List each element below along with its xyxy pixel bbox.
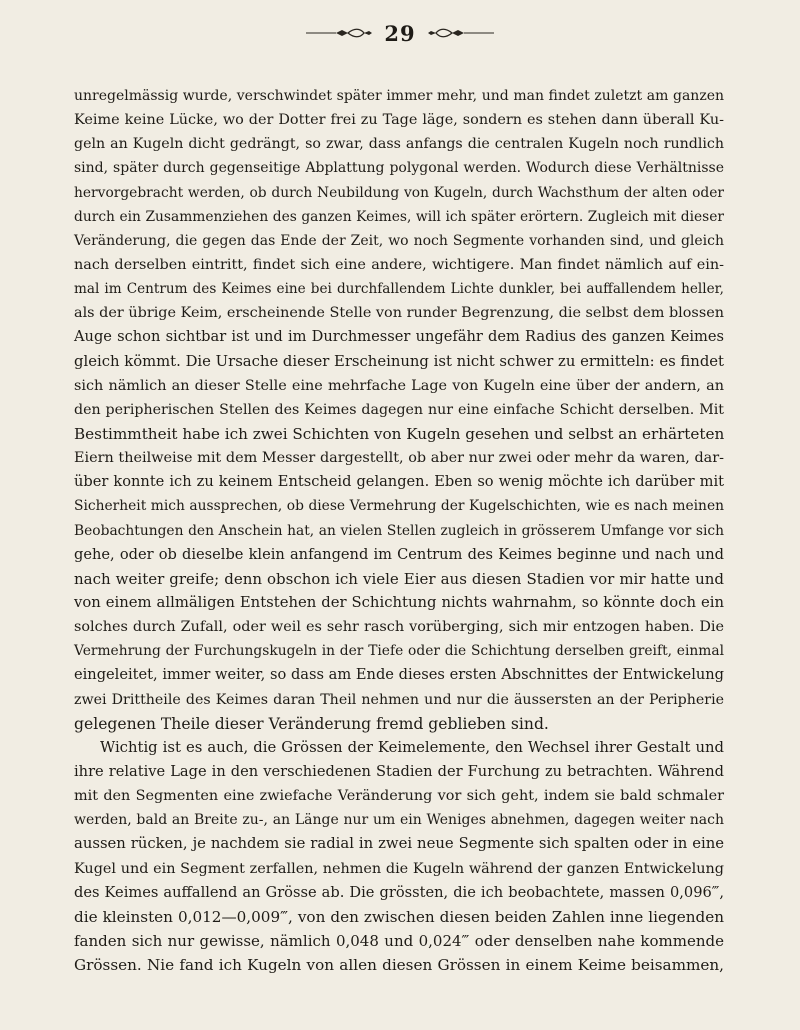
- text-line: Auge schon sichtbar ist und im Durchmesser ungefähr dem Radius des ganzen Keimes: [74, 328, 724, 346]
- text-line: des Keimes auffallend an Grösse ab. Die grössten, die ich beobachtete, massen 0,096‴,: [74, 883, 724, 901]
- text-line: durch ein Zusammenziehen des ganzen Keimes, will ich später erörtern. Zugleich mit dieser: [74, 208, 724, 225]
- text-line: Kugel und ein Segment zerfallen, nehmen die Kugeln während der ganzen Entwickelung: [74, 860, 724, 877]
- text-line: unregelmässig wurde, verschwindet später immer mehr, und man findet zuletzt am ganzen: [74, 88, 724, 104]
- text-line: hervorgebracht werden, ob durch Neubildung von Kugeln, durch Wachsthum der alten oder: [74, 184, 724, 201]
- left-ornament-icon: [306, 28, 372, 38]
- text-line: Keime keine Lücke, wo der Dotter frei zu Tage läge, sondern es stehen dann überall Ku-: [74, 112, 724, 129]
- text-line: aussen rücken, je nachdem sie radial in zwei neue Segmente sich spalten oder in eine: [74, 835, 724, 853]
- right-ornament-icon: [428, 28, 494, 38]
- text-line: Vermehrung der Furchungskugeln in der Tiefe oder die Schichtung derselben greift, einmal: [74, 643, 724, 660]
- text-line: werden, bald an Breite zu-, an Länge nur um ein Weniges abnehmen, dagegen weiter nach: [74, 812, 724, 829]
- text-line: zwei Drittheile des Keimes daran Theil nehmen und nur die äussersten an der Peripherie: [74, 691, 724, 708]
- text-line: über konnte ich zu keinem Entscheid gelangen. Eben so wenig möchte ich darüber mit: [74, 473, 724, 491]
- text-line: sind, später durch gegenseitige Abplattung polygonal werden. Wodurch diese Verhältnisse: [74, 160, 724, 177]
- text-line: nach weiter greife; denn obschon ich viele Eier aus diesen Stadien vor mir hatte und: [74, 569, 724, 588]
- text-line: Grössen. Nie fand ich Kugeln von allen diesen Grössen in einem Keime beisammen,: [74, 956, 724, 975]
- page-number: 29: [384, 20, 416, 46]
- text-line: gleich kömmt. Die Ursache dieser Erscheinung ist nicht schwer zu ermitteln: es findet: [74, 352, 724, 370]
- text-line: mit den Segmenten eine zwiefache Veränderung vor sich geht, indem sie bald schmaler: [74, 788, 724, 805]
- text-line: fanden sich nur gewisse, nämlich 0,048 und 0,024‴ oder denselben nahe kommende: [74, 931, 724, 950]
- text-line-paragraph-start: Wichtig ist es auch, die Grössen der Keimelemente, den Wechsel ihrer Gestalt und: [100, 738, 724, 756]
- text-line: Bestimmtheit habe ich zwei Schichten von Kugeln gesehen und selbst an erhärteten: [74, 424, 725, 443]
- text-line: eingeleitet, immer weiter, so dass am Ende dieses ersten Abschnittes der Entwickelung: [74, 666, 724, 684]
- text-line: mal im Centrum des Keimes eine bei durchfallendem Lichte dunkler, bei auffallendem heller,: [74, 281, 724, 298]
- text-line-paragraph-end: gelegenen Theile dieser Veränderung fremd geblieben sind.: [74, 714, 549, 733]
- text-line: Beobachtungen den Anschein hat, an vielen Stellen zugleich in grösserem Umfange vor sich: [74, 522, 724, 539]
- text-line: nach derselben eintritt, findet sich eine andere, wichtigere. Man findet nämlich auf ein-: [74, 256, 724, 273]
- text-line: geln an Kugeln dicht gedrängt, so zwar, dass anfangs die centralen Kugeln noch rundlich: [74, 136, 724, 153]
- body-text: [74, 84, 724, 977]
- text-line: sich nämlich an dieser Stelle eine mehrfache Lage von Kugeln eine über der andern, an: [74, 377, 724, 394]
- text-line: gehe, oder ob dieselbe klein anfangend im Centrum des Keimes beginne und nach und: [74, 545, 724, 563]
- text-line: Sicherheit mich aussprechen, ob diese Vermehrung der Kugelschichten, wie es nach meinen: [74, 498, 724, 515]
- text-line: Veränderung, die gegen das Ende der Zeit, wo noch Segmente vorhanden sind, und gleich: [74, 232, 724, 249]
- text-line: als der übrige Keim, erscheinende Stelle von runder Begrenzung, die selbst dem blossen: [74, 305, 724, 322]
- text-line: den peripherischen Stellen des Keimes dagegen nur eine einfache Schicht derselben. Mit: [74, 401, 724, 418]
- text-line: ihre relative Lage in den verschiedenen Stadien der Furchung zu betrachten. Während: [74, 762, 724, 780]
- text-line: solches durch Zufall, oder weil es sehr rasch vorüberging, sich mir entzogen haben. Die: [74, 619, 724, 636]
- text-line: Eiern theilweise mit dem Messer dargestellt, ob aber nur zwei oder mehr da waren, dar-: [74, 450, 724, 467]
- page-header: [0, 18, 800, 48]
- text-line: von einem allmäligen Entstehen der Schichtung nichts wahrnahm, so könnte doch ein: [74, 593, 724, 611]
- text-line: die kleinsten 0,012—0,009‴, von den zwischen diesen beiden Zahlen inne liegenden: [74, 907, 724, 926]
